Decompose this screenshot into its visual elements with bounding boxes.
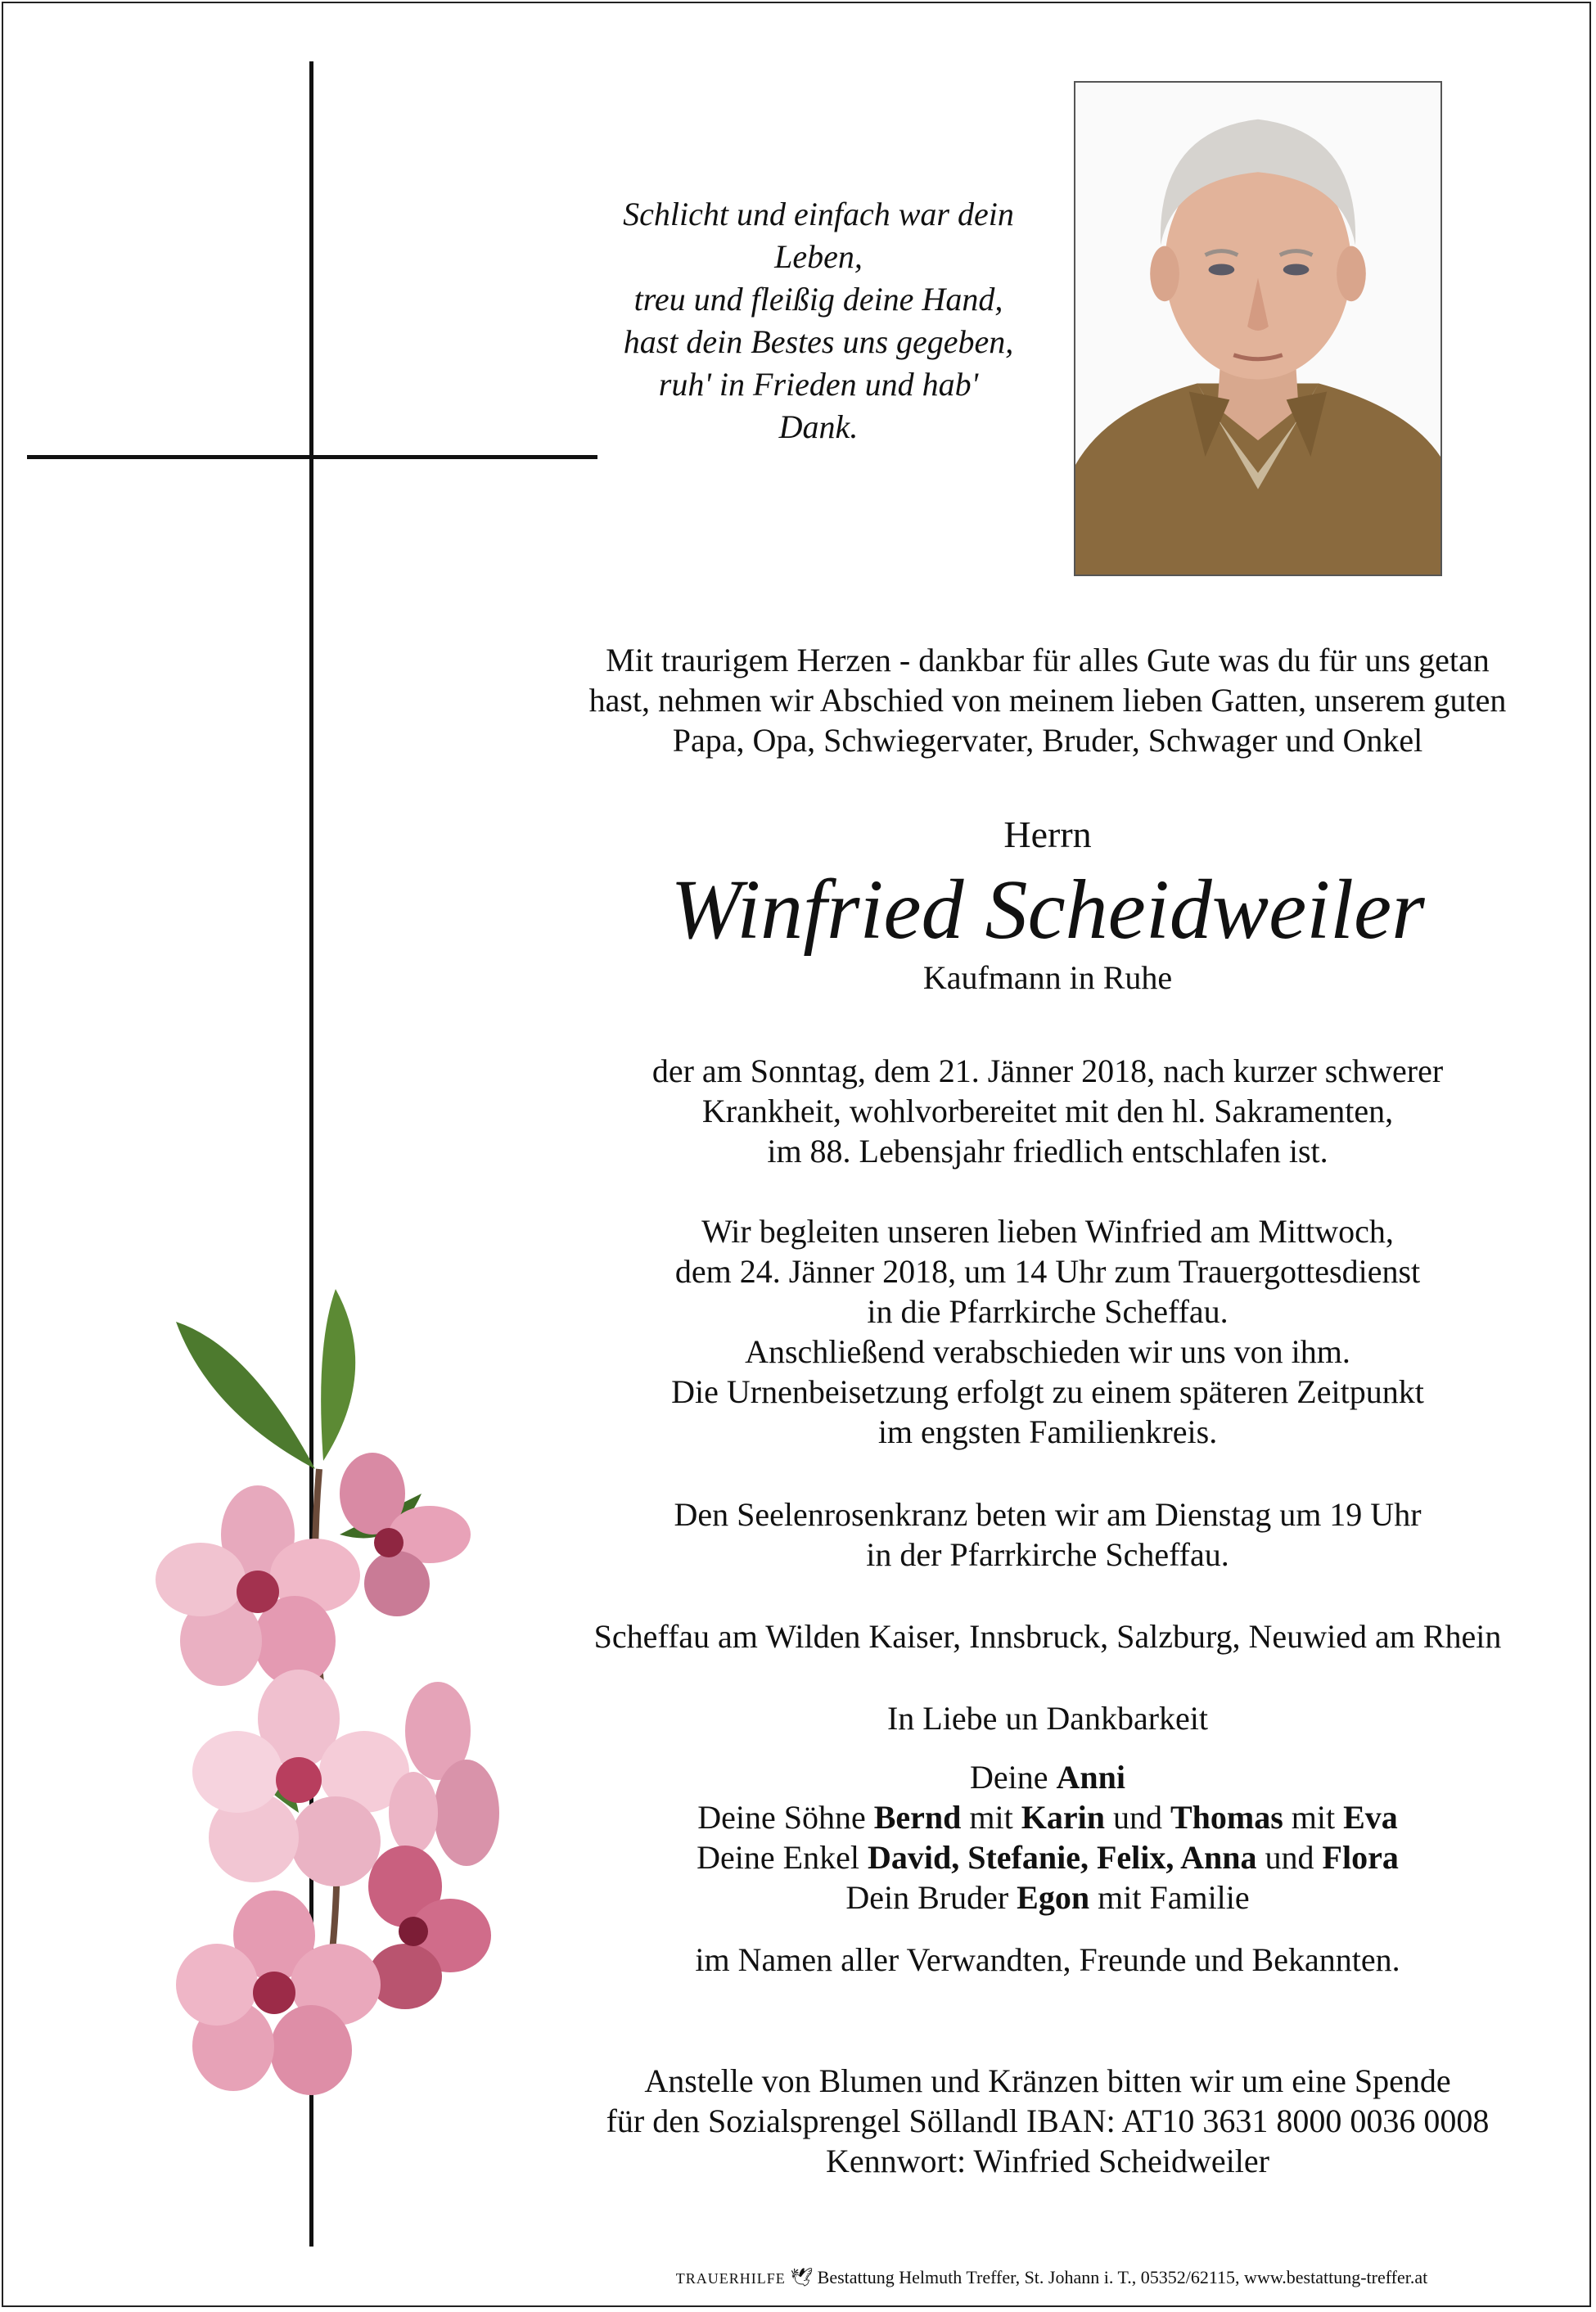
- wife-prefix: Deine: [969, 1759, 1048, 1796]
- poem-line: Schlicht und einfach war dein: [623, 196, 1014, 232]
- son-name: Thomas: [1170, 1799, 1283, 1836]
- portrait-photo: [1074, 81, 1442, 576]
- grandchildren-names: David, Stefanie, Felix, Anna: [867, 1839, 1257, 1876]
- family-grandchildren: [532, 1837, 1563, 1877]
- blossom-icon: [368, 1846, 491, 2009]
- blossom-icon: [156, 1485, 360, 1686]
- death-notice-line: im 88. Lebensjahr friedlich entschlafen ist.: [767, 1133, 1328, 1170]
- poem-line: Leben,: [774, 238, 863, 275]
- grandchild-name: Flora: [1322, 1839, 1399, 1876]
- poem-line: treu und fleißig deine Hand,: [633, 281, 1003, 318]
- death-notice-line: der am Sonntag, dem 21. Jänner 2018, nach kurzer schwerer: [651, 1052, 1444, 1089]
- blossom-icon: [192, 1670, 409, 1886]
- connector: und: [1112, 1799, 1162, 1836]
- footer: [540, 2265, 1563, 2291]
- on-behalf: [532, 1940, 1563, 1980]
- death-notice-line: Krankheit, wohlvorbereitet mit den hl. Sakramenten,: [701, 1093, 1394, 1129]
- leaf-icon: [321, 1289, 355, 1461]
- poem-line: ruh' in Frieden und hab': [658, 366, 979, 403]
- grandchildren-prefix: Deine Enkel: [697, 1839, 859, 1876]
- family-wife: [532, 1757, 1563, 1797]
- closing-line: In Liebe un Dankbarkeit: [886, 1700, 1209, 1737]
- donation-line: für den Sozialsprengel Söllandl IBAN: AT10 3631 8000 0036 0008: [606, 2102, 1490, 2139]
- donation-request: [532, 2061, 1563, 2181]
- on-behalf-line: im Namen aller Verwandten, Freunde und Bekannten.: [695, 1941, 1400, 1978]
- sons-prefix: Deine Söhne: [697, 1799, 866, 1836]
- funeral-line: Anschließend verabschieden wir uns von ihm.: [745, 1333, 1350, 1370]
- connector: mit: [1291, 1799, 1336, 1836]
- blossom-branch-illustration: [135, 1273, 503, 2124]
- closing: [532, 1698, 1563, 1738]
- salutation: Herrn: [1003, 813, 1092, 855]
- deceased-profession: Kaufmann in Ruhe: [922, 959, 1173, 996]
- deceased-name: Winfried Scheidweiler: [670, 863, 1425, 957]
- funeral-line: im engsten Familienkreis.: [877, 1413, 1218, 1450]
- footer-text: Bestattung Helmuth Treffer, St. Johann i. T., 05352/62115, www.bestattung-treffer.at: [817, 2267, 1428, 2287]
- brother-suffix: mit Familie: [1098, 1879, 1250, 1916]
- intro-line: Papa, Opa, Schwiegervater, Bruder, Schwager und Onkel: [672, 722, 1423, 759]
- connector: und: [1265, 1839, 1314, 1876]
- funeral-line: Wir begleiten unseren lieben Winfried am Mittwoch,: [701, 1213, 1394, 1250]
- brother-prefix: Dein Bruder: [845, 1879, 1009, 1916]
- intro-text: [532, 640, 1563, 760]
- intro-line: hast, nehmen wir Abschied von meinem lieben Gatten, unserem guten: [588, 682, 1507, 719]
- dove-icon: 🕊: [790, 2267, 814, 2287]
- funeral-line: Die Urnenbeisetzung erfolgt zu einem späteren Zeitpunkt: [671, 1373, 1424, 1410]
- family-sons: [532, 1797, 1563, 1837]
- poem-line: hast dein Bestes uns gegeben,: [623, 323, 1014, 360]
- rosary-line: Den Seelenrosenkranz beten wir am Dienstag um 19 Uhr: [674, 1496, 1422, 1533]
- leaf-icon: [176, 1322, 315, 1469]
- intro-line: Mit traurigem Herzen - dankbar für alles Gute was du für uns getan: [606, 642, 1490, 678]
- death-notice: [532, 1051, 1563, 1171]
- footer-brand: TRAUERHILFE: [675, 2270, 786, 2287]
- places: [532, 1616, 1563, 1656]
- partner-name: Karin: [1021, 1799, 1105, 1836]
- cross-horizontal-bar: [27, 455, 597, 459]
- donation-line: Kennwort: Winfried Scheidweiler: [826, 2143, 1269, 2179]
- funeral-details: [532, 1211, 1563, 1452]
- blossom-icon: [176, 1891, 381, 2095]
- funeral-line: in die Pfarrkirche Scheffau.: [867, 1293, 1229, 1330]
- family-brother: [532, 1877, 1563, 1918]
- wife-name: Anni: [1056, 1759, 1125, 1796]
- brother-name: Egon: [1017, 1879, 1090, 1916]
- funeral-line: dem 24. Jänner 2018, um 14 Uhr zum Trauergottesdienst: [674, 1253, 1421, 1290]
- places-line: Scheffau am Wilden Kaiser, Innsbruck, Salzburg, Neuwied am Rhein: [593, 1618, 1502, 1655]
- son-name: Bernd: [873, 1799, 962, 1836]
- partner-name: Eva: [1343, 1799, 1398, 1836]
- family-list: [532, 1757, 1563, 1918]
- poem-line: Dank.: [778, 408, 859, 445]
- connector: mit: [969, 1799, 1013, 1836]
- memorial-poem: [573, 193, 1064, 448]
- rosary-notice: [532, 1494, 1563, 1575]
- rosary-line: in der Pfarrkirche Scheffau.: [866, 1536, 1229, 1573]
- donation-line: Anstelle von Blumen und Kränzen bitten wir um eine Spende: [644, 2062, 1451, 2099]
